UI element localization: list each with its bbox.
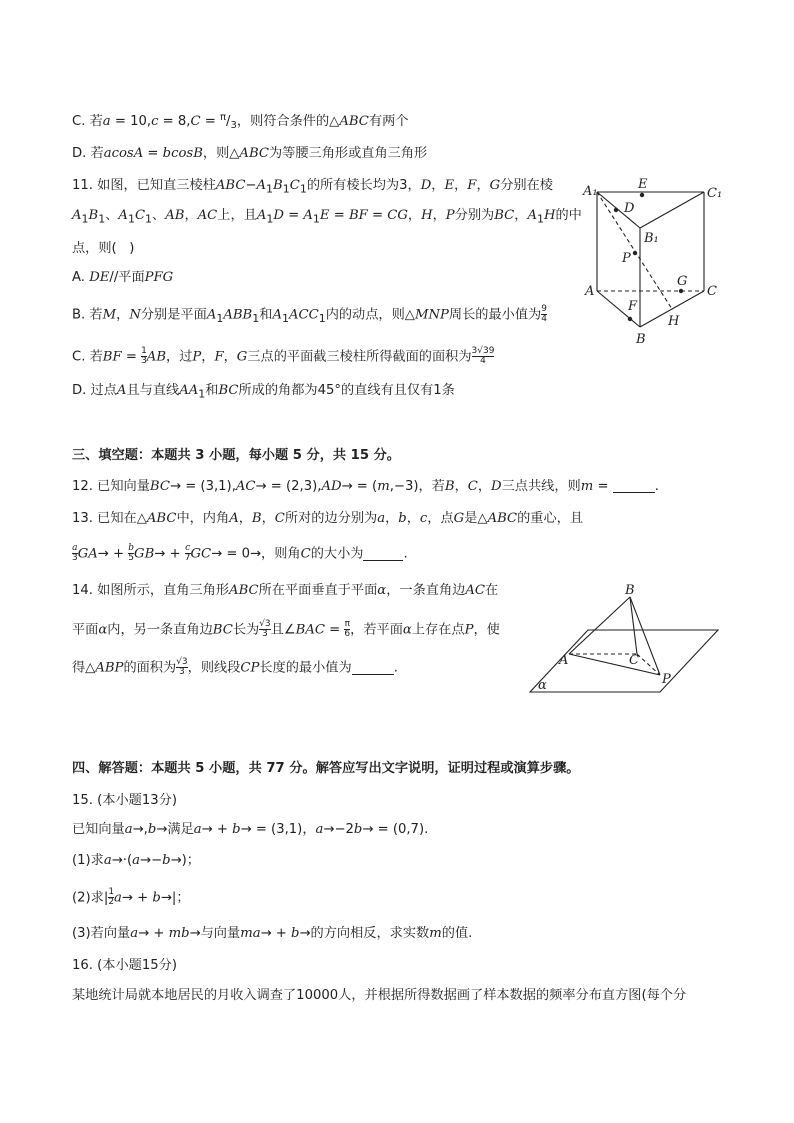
section-4-heading: 四、解答题：本题共 5 小题，共 77 分。解答应写出文字说明，证明过程或演算步骤。 <box>72 761 580 776</box>
question-14-line3: 得△ABP的面积为 $\frac{√3}{3}$ ，则线段CP长度的最小值为 . <box>72 657 398 677</box>
question-11-line3: 点，则( ) <box>72 241 135 256</box>
label-B: B <box>636 332 646 347</box>
question-16-title: 16. (本小题15分) <box>72 958 177 973</box>
label-P: P <box>622 251 631 266</box>
plane-label-P: P <box>662 672 671 687</box>
option-11b: B. 若M，N分别是平面$A_1ABB_1$和$A_1ACC_1$内的动点，则△MNP周长的最小值为 $\frac{9}{4}$ <box>72 304 547 326</box>
label-A1: A₁ <box>583 184 598 199</box>
label-B1: B₁ <box>644 231 659 246</box>
plane-label-alpha: α <box>538 678 547 693</box>
question-15-stem: 已知向量a→,b→满足a→ + b→ = (3,1)，a→−2b→ = (0,7). <box>72 822 429 837</box>
question-16-stem: 某地统计局就本地居民的月收入调查了10000人，并根据所得数据画了样本数据的频率分布直方图(每个分 <box>72 988 687 1003</box>
question-13-line1: 13. 已知在△ABC中，内角A，B，C所对的边分别为a，b，c，点G是△ABC的重心，且 <box>72 511 584 526</box>
question-12: 12. 已知向量BC→ = (3,1),AC→ = (2,3),AD→ = (m,−3)，若B，C，D三点共线，则m = . <box>72 479 659 494</box>
prism-figure <box>580 175 730 350</box>
label-F: F <box>628 299 638 314</box>
label-D: D <box>624 201 635 216</box>
question-15-title: 15. (本小题13分) <box>72 793 177 808</box>
option-11d: D. 过点A且与直线$AA_1$和BC所成的角都为45°的直线有且仅有1条 <box>72 383 455 401</box>
plane-label-B: B <box>625 583 635 598</box>
question-15-part3: (3)若向量a→ + mb→与向量ma→ + b→的方向相反，求实数m的值. <box>72 926 473 941</box>
option-10c: C. 若$a = 10,c = 8,C = ^\pi/_3$，则符合条件的△ABC有两个 <box>72 112 409 131</box>
label-G: G <box>677 274 688 289</box>
option-10d: D. 若acosA = bcosB，则△ABC为等腰三角形或直角三角形 <box>72 146 428 161</box>
plane-label-C: C <box>629 653 639 668</box>
question-15-part1: (1)求a→·(a→−b→)； <box>72 853 200 868</box>
question-14-line2: 平面α内，另一条直角边BC长为 $\frac{√3}{3}$ 且∠BAC = $\frac{\pi}{6}$ ，若平面α上存在点P，使 <box>72 619 500 639</box>
question-11-line2: $A_1B_1$、$A_1C_1$、AB，AC上，且$A_1D = A_1E$ = BF = CG，H，P分别为BC，$A_1H$的中 <box>72 208 582 226</box>
question-13-line2: $\frac{a}{3}$ GA→ + $\frac{b}{5}$ GB→ + $\frac{c}{7}$ GC→ = 0→，则角C的大小为 . <box>72 543 408 563</box>
plane-figure <box>525 582 725 697</box>
label-C1: C₁ <box>707 186 723 201</box>
label-H: H <box>668 314 680 329</box>
label-A: A <box>585 284 595 299</box>
plane-label-A: A <box>559 653 569 668</box>
label-C: C <box>707 284 717 299</box>
option-11c: C. 若BF = $\frac{1}{3}$ AB，过P，F，G三点的平面截三棱柱所得截面的面积为 $\frac{3√39}{4}$ <box>72 346 495 366</box>
question-11-line1: 11. 如图，已知直三棱柱$ABC-A_1B_1C_1$的所有棱长均为3，D，E，F，G分别在棱 <box>72 178 553 196</box>
label-E: E <box>638 177 648 192</box>
question-14-line1: 14. 如图所示，直角三角形ABC所在平面垂直于平面α，一条直角边AC在 <box>72 583 499 598</box>
question-15-part2: (2)求| $\frac{1}{2}$ a→ + b→|； <box>72 887 190 907</box>
option-11a: A. DE//平面PFG <box>72 270 174 285</box>
section-3-heading: 三、填空题：本题共 3 小题，每小题 5 分，共 15 分。 <box>72 448 400 463</box>
